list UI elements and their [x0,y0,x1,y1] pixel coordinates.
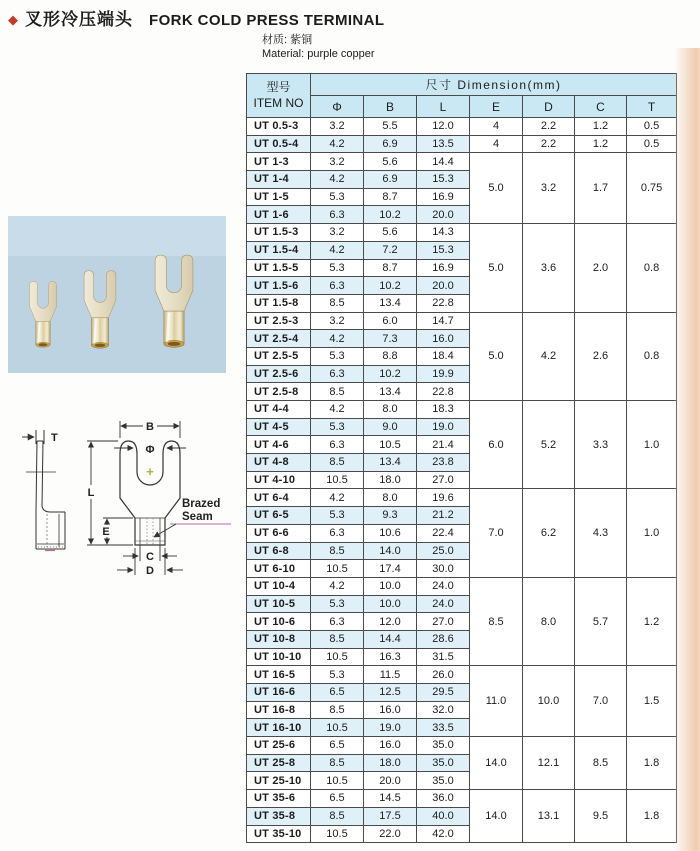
dim-value-cell: 13.5 [417,135,470,153]
col-header-c: C [575,96,627,118]
item-no-cell: UT 1-3 [247,153,311,171]
dim-value-cell: 5.3 [311,418,364,436]
dim-value-cell: 4.2 [311,489,364,507]
dim-value-cell: 11.5 [364,666,417,684]
dim-value-cell: 22.8 [417,294,470,312]
item-no-cell: UT 16-6 [247,684,311,702]
dim-value-cell: 16.9 [417,188,470,206]
dim-label-l: L [87,487,95,499]
item-no-cell: UT 16-8 [247,701,311,719]
item-no-cell: UT 4-10 [247,471,311,489]
dim-value-cell: 2.6 [575,312,627,400]
dim-value-cell: 5.3 [311,507,364,525]
dim-value-cell: 16.9 [417,259,470,277]
dim-value-cell: 14.0 [364,542,417,560]
dim-value-cell: 10.0 [523,666,575,737]
dim-value-cell: 4.2 [311,330,364,348]
spec-table-body [247,118,677,843]
dim-value-cell: 3.2 [523,153,575,224]
dim-value-cell: 19.0 [364,719,417,737]
item-no-cell: UT 6-4 [247,489,311,507]
dim-value-cell: 3.6 [523,224,575,312]
dim-value-cell: 3.2 [311,312,364,330]
dim-value-cell: 10.5 [311,825,364,843]
dim-value-cell: 21.2 [417,507,470,525]
item-no-cell: UT 35-10 [247,825,311,843]
dim-value-cell: 6.0 [470,401,523,489]
dim-value-cell: 18.0 [364,754,417,772]
dim-value-cell: 12.0 [417,118,470,136]
dim-value-cell: 12.0 [364,613,417,631]
dim-value-cell: 10.5 [311,471,364,489]
dim-value-cell: 8.5 [311,542,364,560]
dim-value-cell: 1.8 [627,790,677,843]
item-no-cell: UT 10-5 [247,595,311,613]
dim-value-cell: 22.0 [364,825,417,843]
dim-value-cell: 20.0 [417,206,470,224]
item-no-cell: UT 6-5 [247,507,311,525]
dim-value-cell: 4.2 [311,401,364,419]
item-no-cell: UT 10-6 [247,613,311,631]
dim-value-cell: 7.0 [575,666,627,737]
dim-value-cell: 5.0 [470,153,523,224]
dim-value-cell: 13.4 [364,383,417,401]
dim-value-cell: 2.2 [523,118,575,136]
dim-value-cell: 5.2 [523,401,575,489]
table-row [247,224,677,242]
dim-value-cell: 7.0 [470,489,523,577]
item-no-cell: UT 1.5-4 [247,241,311,259]
item-no-cell: UT 4-8 [247,454,311,472]
dim-value-cell: 14.3 [417,224,470,242]
dim-value-cell: 14.5 [364,790,417,808]
dim-value-cell: 6.9 [364,135,417,153]
dim-value-cell: 1.0 [627,401,677,489]
dim-value-cell: 6.2 [523,489,575,577]
dim-value-cell: 13.1 [523,790,575,843]
dim-value-cell: 15.3 [417,171,470,189]
dim-value-cell: 3.3 [575,401,627,489]
spec-table [246,73,677,843]
dim-value-cell: 6.3 [311,206,364,224]
dim-value-cell: 8.5 [311,383,364,401]
dim-value-cell: 4 [470,118,523,136]
table-row [247,312,677,330]
dim-value-cell: 12.5 [364,684,417,702]
dim-value-cell: 5.3 [311,666,364,684]
dim-value-cell: 13.4 [364,454,417,472]
item-no-cell: UT 2.5-8 [247,383,311,401]
dim-value-cell: 31.5 [417,648,470,666]
dim-value-cell: 10.2 [364,277,417,295]
dim-value-cell: 8.5 [575,737,627,790]
dim-value-cell: 35.0 [417,737,470,755]
dim-value-cell: 4.2 [311,577,364,595]
table-row [247,666,677,684]
dim-value-cell: 10.5 [311,772,364,790]
dim-label-c: C [146,551,154,563]
col-header-e: E [470,96,523,118]
dim-value-cell: 6.3 [311,365,364,383]
dim-value-cell: 30.0 [417,560,470,578]
item-no-cell: UT 25-8 [247,754,311,772]
dim-value-cell: 1.5 [627,666,677,737]
dim-value-cell: 7.3 [364,330,417,348]
item-no-cell: UT 2.5-5 [247,347,311,365]
dim-value-cell: 20.0 [364,772,417,790]
dim-value-cell: 16.0 [364,737,417,755]
dim-value-cell: 3.2 [311,224,364,242]
dim-value-cell: 3.2 [311,153,364,171]
dim-value-cell: 8.5 [470,577,523,665]
dim-value-cell: 22.8 [417,383,470,401]
front-view [120,441,180,545]
item-no-cell: UT 1-4 [247,171,311,189]
dim-value-cell: 8.5 [311,701,364,719]
item-no-cell: UT 0.5-3 [247,118,311,136]
dim-value-cell: 19.6 [417,489,470,507]
dim-value-cell: 10.6 [364,524,417,542]
dim-value-cell: 0.8 [627,224,677,312]
dim-value-cell: 14.4 [417,153,470,171]
dim-value-cell: 8.5 [311,807,364,825]
dim-value-cell: 5.0 [470,312,523,400]
item-no-cell: UT 2.5-3 [247,312,311,330]
col-header-d: D [523,96,575,118]
dimension-drawing [0,408,235,588]
table-row [247,790,677,808]
dim-value-cell: 1.0 [627,489,677,577]
item-no-cell: UT 1.5-3 [247,224,311,242]
diamond-bullet-icon: ◆ [8,12,18,27]
dim-label-b: B [146,421,154,433]
dim-value-cell: 18.0 [364,471,417,489]
dim-value-cell: 25.0 [417,542,470,560]
dim-value-cell: 1.7 [575,153,627,224]
table-row [247,401,677,419]
product-photo [8,216,226,373]
spec-table-head [247,74,677,118]
item-no-cell: UT 4-5 [247,418,311,436]
item-no-cell: UT 35-8 [247,807,311,825]
item-no-cell: UT 1.5-8 [247,294,311,312]
item-no-cell: UT 10-10 [247,648,311,666]
table-row [247,737,677,755]
dim-value-cell: 8.5 [311,454,364,472]
dimension-diagram [0,408,235,588]
dim-value-cell: 10.2 [364,206,417,224]
dim-value-cell: 10.5 [311,719,364,737]
dim-value-cell: 5.3 [311,259,364,277]
dimension-header: 尺寸 Dimension(mm) [311,74,677,96]
material-note [262,33,375,61]
item-no-cell: UT 4-6 [247,436,311,454]
item-no-cell: UT 2.5-6 [247,365,311,383]
dim-value-cell: 5.7 [575,577,627,665]
dim-value-cell: 5.3 [311,595,364,613]
dim-value-cell: 16.0 [364,701,417,719]
page-header [8,5,384,30]
dim-value-cell: 3.2 [311,118,364,136]
dim-value-cell: 33.5 [417,719,470,737]
item-no-cell: UT 6-6 [247,524,311,542]
dim-value-cell: 0.75 [627,153,677,224]
brazed-seam-label-1: Brazed [182,498,221,510]
dim-value-cell: 24.0 [417,595,470,613]
dim-value-cell: 6.0 [364,312,417,330]
dim-value-cell: 20.0 [417,277,470,295]
dim-value-cell: 10.5 [364,436,417,454]
item-no-cell: UT 6-10 [247,560,311,578]
dim-value-cell: 16.0 [417,330,470,348]
dim-value-cell: 8.5 [311,754,364,772]
item-no-header [247,74,311,118]
dim-value-cell: 18.3 [417,401,470,419]
dim-value-cell: 1.8 [627,737,677,790]
dim-value-cell: 14.0 [470,790,523,843]
dim-value-cell: 1.2 [575,135,627,153]
dim-value-cell: 10.5 [311,648,364,666]
dim-value-cell: 8.0 [364,401,417,419]
dim-value-cell: 1.2 [627,577,677,665]
item-no-cell: UT 6-8 [247,542,311,560]
dim-value-cell: 35.0 [417,754,470,772]
dim-value-cell: 6.5 [311,684,364,702]
item-no-header-en: ITEM NO [253,95,304,110]
table-row [247,153,677,171]
dim-value-cell: 13.4 [364,294,417,312]
item-no-header-cn: 型号 [266,79,291,94]
dim-value-cell: 32.0 [417,701,470,719]
dim-value-cell: 4.3 [575,489,627,577]
dim-value-cell: 6.3 [311,436,364,454]
item-no-cell: UT 25-10 [247,772,311,790]
dim-value-cell: 26.0 [417,666,470,684]
dim-value-cell: 0.5 [627,118,677,136]
dim-value-cell: 24.0 [417,577,470,595]
dim-value-cell: 4.2 [311,135,364,153]
dim-value-cell: 14.0 [470,737,523,790]
col-header-phi: Φ [311,96,364,118]
table-row [247,577,677,595]
dim-value-cell: 6.9 [364,171,417,189]
dim-value-cell: 8.5 [311,294,364,312]
dim-value-cell: 8.0 [523,577,575,665]
dim-value-cell: 5.0 [470,224,523,312]
dim-value-cell: 11.0 [470,666,523,737]
dim-value-cell: 17.5 [364,807,417,825]
dim-value-cell: 18.4 [417,347,470,365]
col-header-l: L [417,96,470,118]
dim-label-d: D [146,565,154,577]
dim-label-phi: Φ [145,444,155,456]
dim-value-cell: 27.0 [417,471,470,489]
dim-value-cell: 14.4 [364,630,417,648]
material-en: Material: purple copper [262,48,375,60]
item-no-cell: UT 25-6 [247,737,311,755]
item-no-cell: UT 16-5 [247,666,311,684]
dim-value-cell: 5.5 [364,118,417,136]
dim-value-cell: 2.2 [523,135,575,153]
dim-value-cell: 19.0 [417,418,470,436]
side-view [22,430,65,551]
dim-value-cell: 23.8 [417,454,470,472]
dim-value-cell: 10.0 [364,577,417,595]
dim-value-cell: 5.6 [364,153,417,171]
dim-value-cell: 35.0 [417,772,470,790]
item-no-cell: UT 2.5-4 [247,330,311,348]
dim-value-cell: 27.0 [417,613,470,631]
dim-value-cell: 1.2 [575,118,627,136]
fork-terminals-photo [8,216,226,373]
dim-value-cell: 5.3 [311,347,364,365]
dim-value-cell: 6.3 [311,524,364,542]
dim-value-cell: 12.1 [523,737,575,790]
dim-value-cell: 5.6 [364,224,417,242]
dim-value-cell: 0.5 [627,135,677,153]
dim-value-cell: 8.0 [364,489,417,507]
dim-value-cell: 8.8 [364,347,417,365]
table-row [247,135,677,153]
table-row [247,118,677,136]
dim-value-cell: 8.7 [364,188,417,206]
dim-value-cell: 9.5 [575,790,627,843]
item-no-cell: UT 1.5-6 [247,277,311,295]
dim-value-cell: 17.4 [364,560,417,578]
dim-value-cell: 4.2 [311,241,364,259]
dim-value-cell: 22.4 [417,524,470,542]
item-no-cell: UT 10-8 [247,630,311,648]
item-no-cell: UT 1-5 [247,188,311,206]
dim-value-cell: 8.5 [311,630,364,648]
dim-value-cell: 16.3 [364,648,417,666]
dim-value-cell: 40.0 [417,807,470,825]
dim-value-cell: 4.2 [311,171,364,189]
page-edge-shadow [674,48,700,851]
dim-label-e: E [102,526,110,538]
dim-value-cell: 6.3 [311,613,364,631]
dim-value-cell: 21.4 [417,436,470,454]
dim-value-cell: 42.0 [417,825,470,843]
table-row [247,489,677,507]
dim-value-cell: 0.8 [627,312,677,400]
dim-value-cell: 9.0 [364,418,417,436]
item-no-cell: UT 1.5-5 [247,259,311,277]
item-no-cell: UT 10-4 [247,577,311,595]
dim-value-cell: 7.2 [364,241,417,259]
dim-label-t: T [51,432,58,444]
dim-value-cell: 36.0 [417,790,470,808]
dim-value-cell: 4.2 [523,312,575,400]
item-no-cell: UT 35-6 [247,790,311,808]
dim-value-cell: 4 [470,135,523,153]
dim-value-cell: 10.5 [311,560,364,578]
material-cn: 材质: 紫铜 [262,34,313,46]
dim-value-cell: 29.5 [417,684,470,702]
col-header-t: T [627,96,677,118]
dim-value-cell: 6.3 [311,277,364,295]
dim-value-cell: 15.3 [417,241,470,259]
dim-value-cell: 28.6 [417,630,470,648]
crosshair-mark: + [146,464,154,479]
dim-value-cell: 10.2 [364,365,417,383]
page-title-en: FORK COLD PRESS TERMINAL [149,12,385,29]
dim-value-cell: 8.7 [364,259,417,277]
item-no-cell: UT 16-10 [247,719,311,737]
dim-value-cell: 14.7 [417,312,470,330]
page-title-cn: 叉形冷压端头 [25,10,133,29]
dim-value-cell: 2.0 [575,224,627,312]
dim-value-cell: 10.0 [364,595,417,613]
brazed-seam-label-2: Seam [182,511,213,523]
dim-value-cell: 6.5 [311,790,364,808]
dim-value-cell: 19.9 [417,365,470,383]
item-no-cell: UT 0.5-4 [247,135,311,153]
item-no-cell: UT 1-6 [247,206,311,224]
col-header-b: B [364,96,417,118]
dim-value-cell: 5.3 [311,188,364,206]
item-no-cell: UT 4-4 [247,401,311,419]
dim-value-cell: 6.5 [311,737,364,755]
dim-value-cell: 9.3 [364,507,417,525]
